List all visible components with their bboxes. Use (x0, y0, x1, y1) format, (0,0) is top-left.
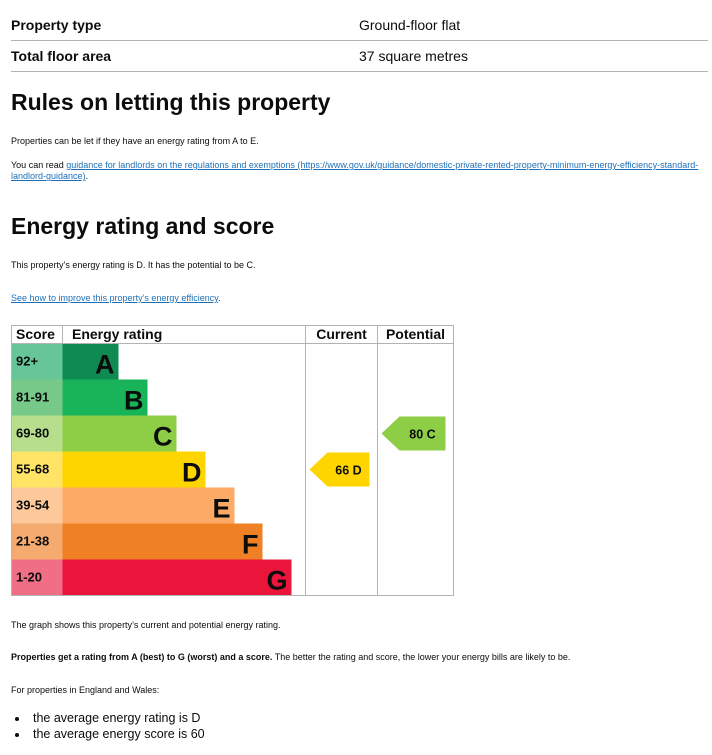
read-prefix: You can read (11, 160, 67, 170)
summary-key: Total floor area (11, 48, 112, 64)
rating-bar-e (63, 488, 235, 524)
graph-caption: The graph shows this property’s current and potential energy rating. (11, 620, 281, 630)
summary-key: Property type (11, 17, 102, 33)
header-score: Score (16, 326, 55, 342)
properties-rating-text (11, 652, 570, 663)
rating-letter-c: C (153, 421, 173, 452)
list-item: • the average energy rating is D (29, 710, 205, 726)
header-energy-rating: Energy rating (72, 326, 163, 342)
list-item: • the average energy score is 60 (29, 726, 205, 742)
rating-bar-g (63, 560, 292, 596)
score-label-a: 92+ (16, 353, 39, 369)
score-label-e: 39-54 (16, 497, 50, 513)
rating-letter-g: G (266, 565, 288, 596)
current-rating-label: 66 D (335, 463, 362, 478)
energy-rating-text: This property’s energy rating is D. It has the potential to be C. (11, 260, 256, 270)
score-label-c: 69-80 (16, 425, 50, 441)
summary-value: 37 square metres (359, 48, 468, 64)
score-label-f: 21-38 (16, 533, 50, 549)
score-label-g: 1-20 (16, 569, 43, 585)
rules-let-text: Properties can be let if they have an energy rating from A to E. (11, 136, 259, 146)
header-current: Current (316, 326, 367, 342)
improve-link[interactable]: See how to improve this property’s energy efficiency (11, 293, 219, 303)
rating-letter-f: F (242, 529, 259, 560)
summary-value: Ground-floor flat (359, 17, 461, 33)
improve-paragraph (11, 293, 221, 304)
averages-list (11, 710, 205, 742)
rating-bar-f (63, 524, 263, 560)
score-label-d: 55-68 (16, 461, 50, 477)
epc-graph (11, 325, 455, 597)
rating-letter-b: B (124, 385, 144, 416)
rating-letter-a: A (95, 349, 115, 380)
potential-rating-label: 80 C (409, 427, 436, 442)
rating-letter-d: D (182, 457, 202, 488)
rules-read-paragraph (11, 160, 701, 183)
england-wales-text: For properties in England and Wales: (11, 685, 160, 695)
properties-bold: Properties get a rating from A (best) to G (worst) and a score. (11, 652, 273, 662)
score-label-b: 81-91 (16, 389, 50, 405)
energy-heading: Energy rating and score (11, 213, 275, 239)
rating-letter-e: E (212, 493, 231, 524)
summary-row-floor-area (11, 41, 708, 72)
rules-heading: Rules on letting this property (11, 89, 331, 115)
improve-suffix: . (218, 293, 221, 303)
summary-row-property-type (11, 10, 708, 41)
properties-rest: The better the rating and score, the lower your energy bills are likely to be. (272, 652, 571, 662)
header-potential: Potential (385, 326, 446, 342)
summary-list (11, 10, 708, 72)
read-suffix: . (85, 171, 89, 182)
guidance-link[interactable]: guidance for landlords on the regulations and exemptions (https://www.gov.uk/guidance/domestic-private-rented-property-minimum-energy-efficiency-standard-landlord-guidance) (11, 160, 699, 182)
